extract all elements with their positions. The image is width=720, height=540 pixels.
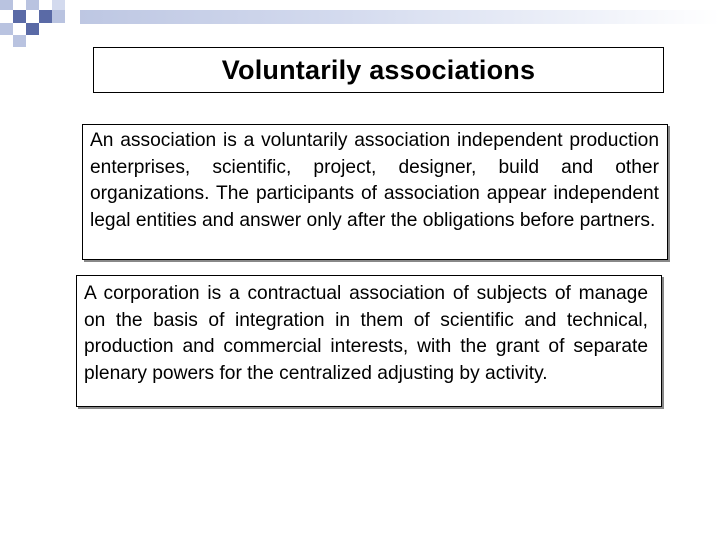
checkered-pattern-icon (0, 0, 80, 56)
corporation-definition: A corporation is a contractual association of subjects of manage on the basis of integration in them of scientific and technical, production and commercial interests, with the grant of separate plenary powers for the centralized adjusting by activity. (76, 275, 662, 407)
title-box (93, 47, 664, 93)
slide-title: Voluntarily associations (221, 54, 536, 85)
association-definition: An association is a voluntarily association independent production enterprises, scientific, project, designer, build and other organizations. The participants of association appear independent legal entities and answer only after the obligations before partners. (82, 124, 668, 260)
decorative-band (26, 10, 720, 24)
